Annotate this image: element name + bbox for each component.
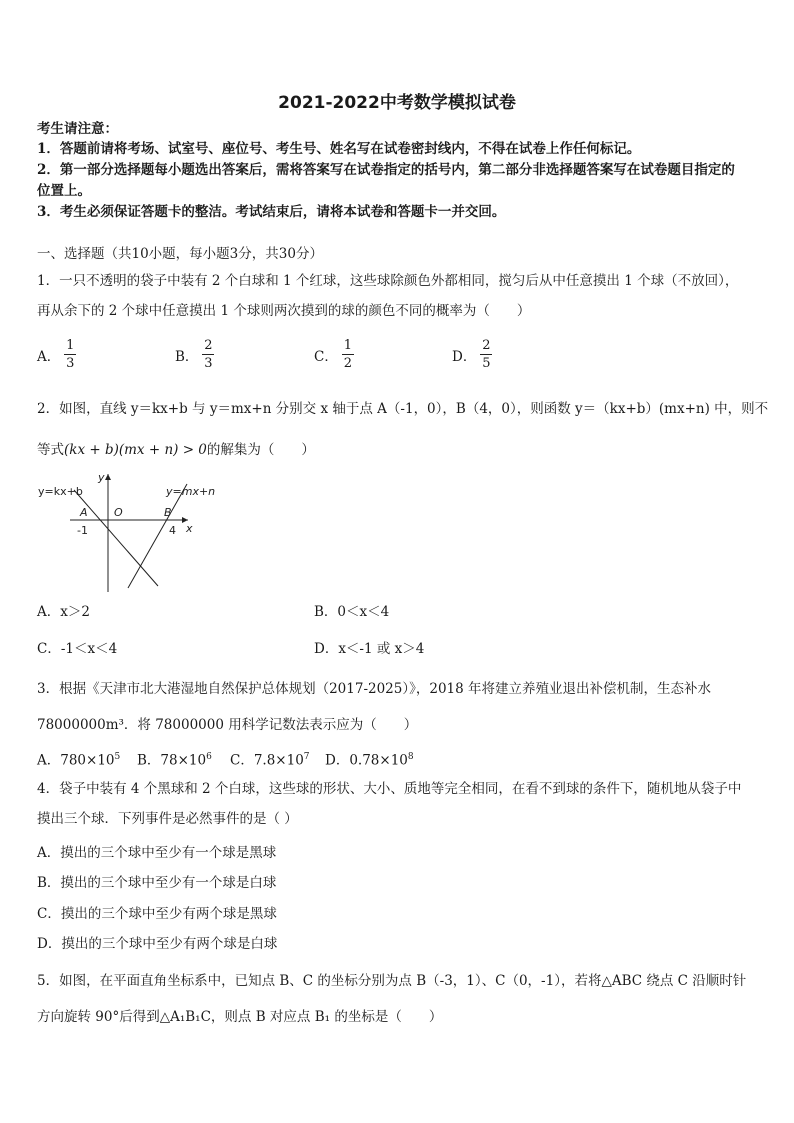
label-line-mx-n: y=mx+n [166, 485, 216, 498]
denominator: 2 [343, 356, 352, 371]
q2-text-line1: 2．如图，直线 y＝kx+b 与 y＝mx+n 分别交 x 轴于点 A（-1，0），B（4，0），则函数 y＝（kx+b）(mx+n) 中，则不 [37, 401, 769, 417]
q1-text-line2: 再从余下的 2 个球中任意摸出 1 个球则两次摸到的球的颜色不同的概率为（ ） [37, 303, 531, 319]
denominator: 3 [204, 356, 213, 371]
option-text: B．78×10 [137, 752, 207, 769]
q3-text-line1: 3．根据《天津市北大港湿地自然保护总体规划（2017-2025）》，2018 年将建立养殖业退出补偿机制，生态补水 [37, 681, 712, 697]
option-label: C． [314, 348, 338, 365]
fraction [202, 338, 214, 371]
q2-option-b[interactable]: B．0＜x＜4 [314, 604, 390, 620]
line-mx-n [128, 484, 187, 588]
label-x-axis: x [186, 522, 193, 535]
q4-text-line2: 摸出三个球．下列事件是必然事件的是（ ） [37, 811, 298, 827]
q2-figure [30, 468, 230, 594]
numerator: 2 [204, 338, 213, 353]
fraction [342, 338, 354, 371]
q3-option-b[interactable] [137, 748, 212, 770]
q1-option-b[interactable] [175, 338, 214, 371]
option-text: D．0.78×10 [325, 752, 408, 769]
denominator: 3 [66, 356, 75, 371]
option-label: D． [452, 348, 477, 365]
notice-heading: 考生请注意： [37, 121, 118, 137]
label-origin: O [114, 506, 123, 519]
notice-item-1: 1．答题前请将考场、试室号、座位号、考生号、姓名写在试卷密封线内，不得在试卷上作任何标记。 [37, 141, 641, 157]
q2-line2-prefix: 等式 [37, 442, 64, 458]
q2-inequality: (kx + b)(mx + n) > 0 [64, 442, 207, 458]
q5-text-line2: 方向旋转 90°后得到△A₁B₁C，则点 B 对应点 B₁ 的坐标是（ ） [37, 1009, 443, 1025]
notice-item-2: 2．第一部分选择题每小题选出答案后，需将答案写在试卷指定的括号内，第二部分非选择题答案写在试卷题目指定的 [37, 162, 735, 178]
q4-option-a[interactable]: A．摸出的三个球中至少有一个球是黑球 [37, 845, 277, 861]
q2-option-d[interactable]: D．x＜-1 或 x＞4 [314, 641, 425, 657]
q4-option-d[interactable]: D．摸出的三个球中至少有两个球是白球 [37, 936, 278, 952]
tick-label-neg1: -1 [77, 524, 88, 537]
q3-option-d[interactable] [325, 748, 414, 770]
q2-text-line2 [37, 441, 315, 459]
q4-option-c[interactable]: C．摸出的三个球中至少有两个球是黑球 [37, 906, 277, 922]
q1-option-a[interactable] [37, 338, 76, 371]
notice-item-2-cont: 位置上。 [37, 183, 91, 199]
q1-option-c[interactable] [314, 338, 354, 371]
q3-option-a[interactable] [37, 748, 120, 770]
q3-text-line2: 78000000m³．将 78000000 用科学记数法表示应为（ ） [37, 717, 418, 733]
option-text: A．780×10 [37, 752, 115, 769]
q4-option-b[interactable]: B．摸出的三个球中至少有一个球是白球 [37, 875, 277, 891]
exponent: 8 [407, 752, 414, 762]
option-label: B． [175, 348, 199, 365]
label-point-b: B [164, 506, 172, 519]
page-title: 2021-2022中考数学模拟试卷 [278, 93, 516, 113]
fraction [480, 338, 492, 371]
q3-option-c[interactable] [230, 748, 310, 770]
q5-text-line1: 5．如图，在平面直角坐标系中，已知点 B、C 的坐标分别为点 B（-3，1）、C（0，-1），若将△ABC 绕点 C 沿顺时针 [37, 973, 747, 989]
section-heading: 一、选择题（共10小题，每小题3分，共30分） [37, 246, 323, 262]
exponent: 7 [303, 752, 310, 762]
y-axis-arrow [105, 474, 111, 480]
tick-label-4: 4 [169, 524, 176, 537]
line-kx-b [74, 490, 158, 586]
q2-option-c[interactable]: C．-1＜x＜4 [37, 641, 118, 657]
numerator: 1 [343, 338, 352, 353]
numerator: 2 [482, 338, 491, 353]
exponent: 6 [206, 752, 212, 762]
exponent: 5 [114, 752, 121, 762]
q2-option-a[interactable]: A．x＞2 [37, 604, 90, 620]
option-text: C．7.8×10 [230, 752, 304, 769]
q1-text-line1: 1．一只不透明的袋子中装有 2 个白球和 1 个红球，这些球除颜色外都相同，搅匀后从中任意摸出 1 个球（不放回）， [37, 273, 739, 289]
notice-item-3: 3．考生必须保证答题卡的整洁。考试结束后，请将本试卷和答题卡一并交回。 [37, 204, 506, 220]
label-y-axis: y [98, 471, 105, 484]
denominator: 5 [482, 356, 491, 371]
q1-option-d[interactable] [452, 338, 492, 371]
label-point-a: A [80, 506, 88, 519]
numerator: 1 [66, 338, 75, 353]
fraction [64, 338, 76, 371]
option-label: A． [37, 348, 61, 365]
q2-line2-suffix: 的解集为（ ） [206, 442, 315, 458]
label-line-kx-b: y=kx+b [38, 485, 83, 498]
q4-text-line1: 4．袋子中装有 4 个黑球和 2 个白球，这些球的形状、大小、质地等完全相同，在看不到球的条件下，随机地从袋子中 [37, 781, 742, 797]
